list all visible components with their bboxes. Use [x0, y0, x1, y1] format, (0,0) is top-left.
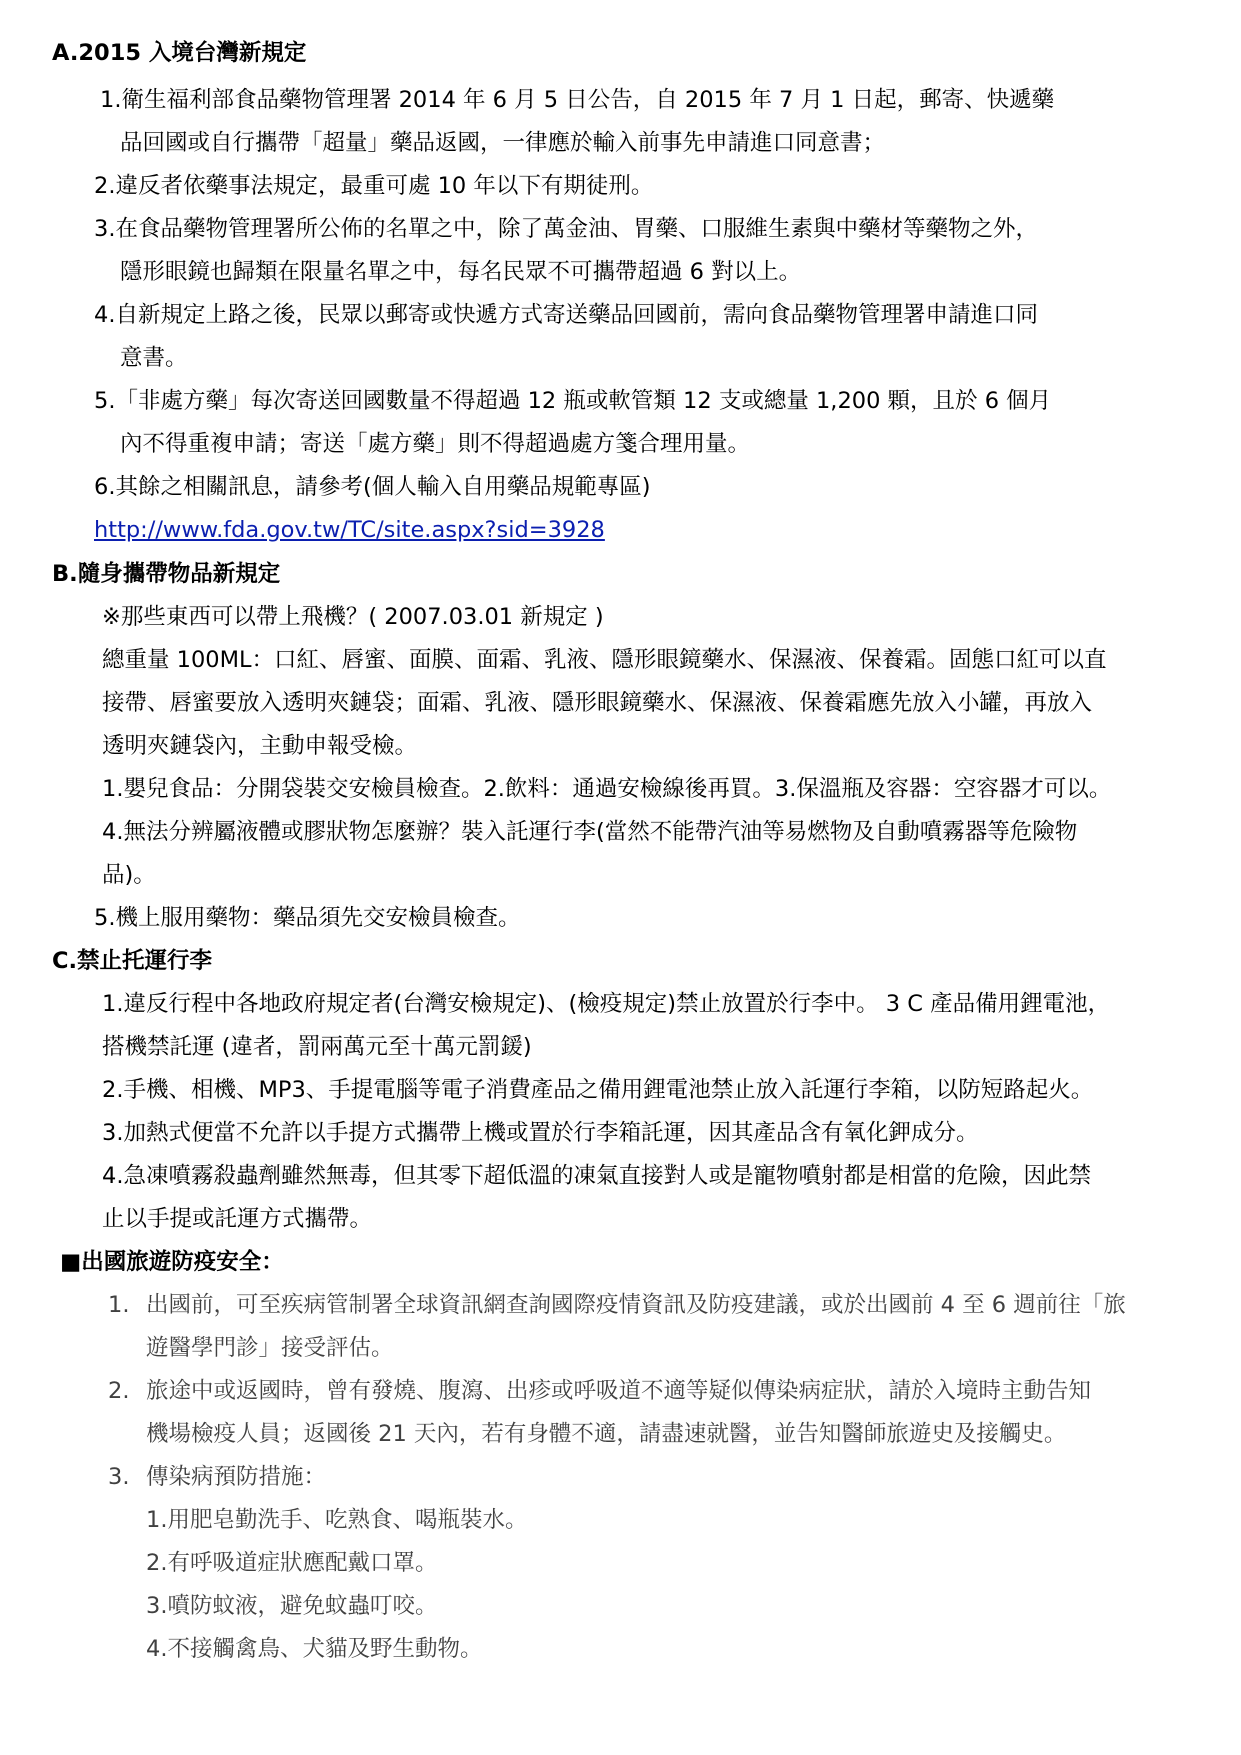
section-d-item-1-line-2: 遊醫學門診」接受評估。 — [146, 1335, 394, 1361]
section-b-line-3: 接帶、唇蜜要放入透明夾鏈袋；面霜、乳液、隱形眼鏡藥水、保濕液、保養霜應先放入小罐，再放入 — [102, 690, 1093, 716]
section-c-line-4: 3.加熱式便當不允許以手提方式攜帶上機或置於行李箱託運，因其產品含有氧化鉀成分。 — [102, 1120, 979, 1146]
section-a-item-5-line-2: 內不得重複申請；寄送「處方藥」則不得超過處方箋合理用量。 — [120, 431, 751, 457]
section-d-item-2-line-1: 旅途中或返國時，曾有發燒、腹瀉、出疹或呼吸道不適等疑似傳染病症狀，請於入境時主動告知 — [146, 1378, 1092, 1404]
section-c-heading: C.禁止托運行李 — [52, 948, 213, 974]
section-a-item-4-line-2: 意書。 — [120, 345, 188, 371]
section-c-line-3: 2.手機、相機、MP3、手提電腦等電子消費產品之備用鋰電池禁止放入託運行李箱，以防短路起火。 — [102, 1077, 1094, 1103]
section-a-item-6-line-1: 6.其餘之相關訊息，請參考(個人輸入自用藥品規範專區) — [94, 474, 651, 500]
section-d-item-3-number: 3. — [108, 1464, 130, 1490]
section-b-line-8: 5.機上服用藥物：藥品須先交安檢員檢查。 — [94, 905, 521, 931]
section-a-item-3-line-2: 隱形眼鏡也歸類在限量名單之中，每名民眾不可攜帶超過 6 對以上。 — [120, 259, 802, 285]
section-c-line-2: 搭機禁託運 (違者，罰兩萬元至十萬元罰鍰) — [102, 1034, 532, 1060]
section-b-line-5: 1.嬰兒食品：分開袋裝交安檢員檢查。2.飲料：通過安檢線後再買。3.保溫瓶及容器：空容器才可以。 — [102, 776, 1112, 802]
section-b-line-7: 品)。 — [102, 862, 156, 888]
section-d-sub-4: 4.不接觸禽鳥、犬貓及野生動物。 — [146, 1636, 483, 1662]
section-b-line-1: ※那些東西可以帶上飛機？( 2007.03.01 新規定 ) — [102, 604, 604, 630]
section-d-sub-1: 1.用肥皂勤洗手、吃熟食、喝瓶裝水。 — [146, 1507, 528, 1533]
section-a-item-2-line-1: 2.違反者依藥事法規定，最重可處 10 年以下有期徒刑。 — [94, 173, 654, 199]
section-d-item-2-line-2: 機場檢疫人員；返國後 21 天內，若有身體不適，請盡速就醫，並告知醫師旅遊史及接觸史。 — [146, 1421, 1067, 1447]
section-d-item-1-number: 1. — [108, 1292, 130, 1318]
section-b-line-6: 4.無法分辨屬液體或膠狀物怎麼辦？裝入託運行李(當然不能帶汽油等易燃物及自動噴霧器等危險物 — [102, 819, 1078, 845]
section-c-line-5: 4.急凍噴霧殺蟲劑雖然無毒，但其零下超低溫的凍氣直接對人或是寵物噴射都是相當的危險，因此禁 — [102, 1163, 1091, 1189]
section-a-heading: A.2015 入境台灣新規定 — [52, 40, 307, 66]
section-d-heading: ■出國旅遊防疫安全： — [60, 1249, 284, 1275]
section-b-line-4: 透明夾鏈袋內，主動申報受檢。 — [102, 733, 418, 759]
section-a-item-1-line-2: 品回國或自行攜帶「超量」藥品返國，一律應於輸入前事先申請進口同意書； — [120, 130, 886, 156]
section-c-line-6: 止以手提或託運方式攜帶。 — [102, 1206, 373, 1232]
section-d-item-3 — [108, 1462, 326, 1492]
section-d-item-3-line-1: 傳染病預防措施： — [146, 1464, 327, 1490]
section-a-item-5-line-1: 5.「非處方藥」每次寄送回國數量不得超過 12 瓶或軟管類 12 支或總量 1,200 顆，且於 6 個月 — [94, 388, 1052, 414]
section-b-line-2: 總重量 100ML：口紅、唇蜜、面膜、面霜、乳液、隱形眼鏡藥水、保濕液、保養霜。固態口紅可以直 — [102, 647, 1107, 673]
section-d-item-1 — [108, 1290, 1126, 1320]
fda-link[interactable]: http://www.fda.gov.tw/TC/site.aspx?sid=3928 — [94, 517, 605, 543]
section-d-sub-2: 2.有呼吸道症狀應配戴口罩。 — [146, 1550, 438, 1576]
section-a-item-4-line-1: 4.自新規定上路之後，民眾以郵寄或快遞方式寄送藥品回國前，需向食品藥物管理署申請進口同 — [94, 302, 1038, 328]
section-d-item-2-number: 2. — [108, 1378, 130, 1404]
section-c-line-1: 1.違反行程中各地政府規定者(台灣安檢規定)、(檢疫規定)禁止放置於行李中。 3 C 產品備用鋰電池， — [102, 991, 1111, 1017]
section-a-item-3-line-1: 3.在食品藥物管理署所公佈的名單之中，除了萬金油、胃藥、口服維生素與中藥材等藥物之外， — [94, 216, 1038, 242]
section-b-heading: B.隨身攜帶物品新規定 — [52, 561, 281, 587]
section-a-item-1-line-1: 1.衛生福利部食品藥物管理署 2014 年 6 月 5 日公告，自 2015 年 7 月 1 日起，郵寄、快遞藥 — [100, 87, 1055, 113]
section-d-item-1-line-1: 出國前，可至疾病管制署全球資訊網查詢國際疫情資訊及防疫建議，或於出國前 4 至 6 週前往「旅 — [146, 1292, 1126, 1318]
section-d-item-2 — [108, 1376, 1091, 1406]
section-d-sub-3: 3.噴防蚊液，避免蚊蟲叮咬。 — [146, 1593, 438, 1619]
